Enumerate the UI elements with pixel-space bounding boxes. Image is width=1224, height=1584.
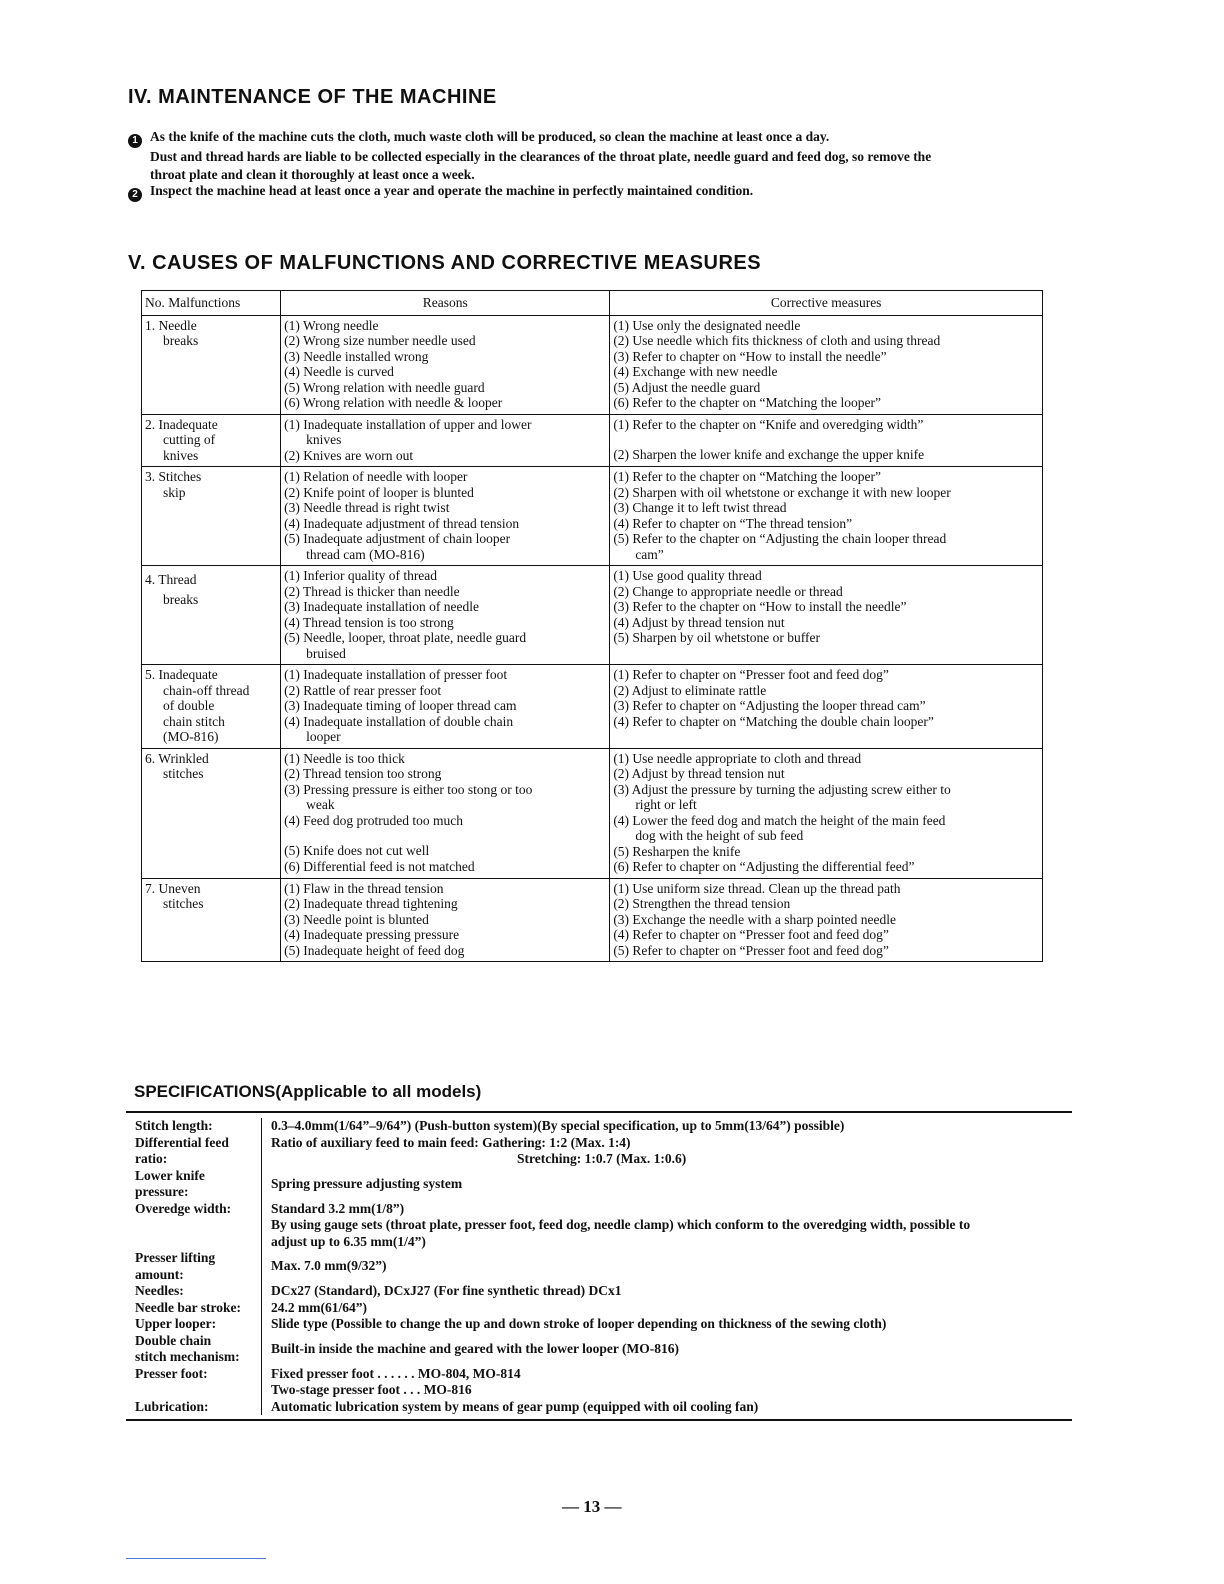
malfunction-line: stitches — [163, 896, 204, 911]
spec-value-line: Built-in inside the machine and geared with the lower looper (MO-816) — [271, 1340, 679, 1356]
page-number: — 13 — — [562, 1497, 622, 1516]
spec-value-line: By using gauge sets (throat plate, presser foot, feed dog, needle clamp) which conform to the overedging width, possible to — [271, 1217, 971, 1232]
malfunction-cell — [142, 566, 281, 665]
malfunction-line: 6. Wrinkled — [145, 750, 209, 766]
maintenance-line: As the knife of the machine cuts the cloth, much waste cloth will be produced, so clean the machine at least once a day. — [150, 129, 830, 144]
specifications-title: SPECIFICATIONS(Applicable to all models) — [134, 1082, 482, 1101]
reason-line: (4) Needle is curved — [284, 364, 394, 379]
spec-value-line: DCx27 (Standard), DCxJ27 (For fine synthetic thread) DCx1 — [271, 1283, 622, 1298]
malfunction-line: 1. Needle — [145, 317, 197, 333]
malfunction-line: (MO-816) — [163, 729, 219, 744]
spec-value — [262, 1118, 1072, 1135]
spec-label-line: pressure: — [135, 1184, 189, 1199]
spec-value-line: Slide type (Possible to change the up and down stroke of looper depending on thickness of the sewing cloth) — [271, 1316, 887, 1331]
malfunction-line: stitches — [163, 766, 204, 781]
number-2-icon: 2 — [128, 188, 142, 202]
table-row — [142, 315, 1043, 414]
spec-value-line: 0.3–4.0mm(1/64”–9/64”) (Push-button system)(By special specification, up to 5mm(13/64”) possible) — [271, 1118, 845, 1133]
spec-row-needle-bar-stroke — [126, 1300, 1072, 1317]
malfunction-cell — [142, 467, 281, 566]
spec-row-upper-looper — [126, 1316, 1072, 1333]
spec-value-line: Two-stage presser foot . . . MO-816 — [271, 1382, 472, 1397]
measure-line: (6) Refer to the chapter on “Matching the looper” — [613, 395, 881, 410]
header-malfunctions: No. Malfunctions — [142, 291, 281, 316]
spec-value-line: Standard 3.2 mm(1/8”) — [271, 1200, 405, 1216]
maintenance-item-1 — [128, 128, 1088, 183]
spec-row-presser-lifting — [126, 1250, 1072, 1283]
maintenance-item-2 — [128, 182, 1088, 202]
measure-line: (4) Refer to chapter on “The thread tension” — [613, 515, 853, 531]
reason-line: (4) Thread tension is too strong — [284, 614, 454, 630]
measures-cell — [610, 748, 1043, 878]
reason-line: (5) Inadequate height of feed dog — [284, 942, 465, 958]
malfunction-line: chain-off thread — [163, 682, 250, 698]
reason-line: (4) Inadequate pressing pressure — [284, 927, 460, 942]
reason-line: (1) Inferior quality of thread — [284, 568, 438, 583]
reason-line: (3) Needle point is blunted — [284, 911, 429, 927]
table-header-row — [142, 291, 1043, 316]
reasons-cell — [281, 414, 610, 467]
measure-line: (1) Use good quality thread — [613, 568, 762, 583]
spec-label — [126, 1366, 262, 1399]
measure-line: (2) Sharpen with oil whetstone or exchange it with new looper — [613, 484, 951, 500]
reason-line: (6) Differential feed is not matched — [284, 858, 475, 874]
reason-line: thread cam (MO-816) — [306, 546, 425, 562]
measures-cell — [610, 878, 1043, 962]
reasons-cell — [281, 467, 610, 566]
measure-line: cam” — [635, 546, 664, 562]
malfunction-line: 5. Inadequate — [145, 667, 218, 682]
reason-line: (2) Thread is thicker than needle — [284, 583, 460, 599]
reason-line: (3) Inadequate installation of needle — [284, 599, 480, 614]
reason-line: (2) Knife point of looper is blunted — [284, 484, 474, 500]
table-row — [142, 748, 1043, 878]
malfunction-cell — [142, 878, 281, 962]
spec-row-stitch-length — [126, 1118, 1072, 1135]
measure-line: (2) Change to appropriate needle or thread — [613, 583, 843, 599]
spec-label-line: amount: — [135, 1266, 184, 1282]
malfunction-cell — [142, 414, 281, 467]
reason-line: (1) Inadequate installation of presser foot — [284, 667, 508, 682]
spec-value — [262, 1250, 1072, 1283]
reasons-cell — [281, 878, 610, 962]
measure-line: (1) Use uniform size thread. Clean up the thread path — [613, 880, 901, 896]
spec-label-line: Differential feed — [135, 1134, 229, 1150]
table-row — [142, 414, 1043, 467]
reason-line: (5) Wrong relation with needle guard — [284, 379, 485, 395]
malfunction-line: 7. Uneven — [145, 880, 201, 896]
measure-line: (3) Refer to the chapter on “How to install the needle” — [613, 599, 907, 614]
table-row — [142, 665, 1043, 749]
reason-line: knives — [306, 432, 342, 447]
spec-label-line: Stitch length: — [135, 1118, 213, 1133]
reasons-cell — [281, 748, 610, 878]
measure-line: (5) Refer to the chapter on “Adjusting the chain looper thread — [613, 531, 947, 546]
measure-line: (1) Use needle appropriate to cloth and thread — [613, 750, 862, 766]
spec-value-line: Max. 7.0 mm(9/32”) — [271, 1258, 387, 1274]
spec-label-line: Lubrication: — [135, 1398, 209, 1414]
spec-label-line: Upper looper: — [135, 1316, 217, 1331]
header-measures: Corrective measures — [610, 291, 1043, 316]
measure-line: (3) Refer to chapter on “How to install the needle” — [613, 348, 887, 364]
maintenance-line: throat plate and clean it thoroughly at least once a week. — [150, 166, 475, 182]
measure-line: (5) Refer to chapter on “Presser foot and feed dog” — [613, 942, 889, 958]
reason-line: (4) Inadequate adjustment of thread tension — [284, 515, 520, 531]
reason-line: (3) Needle installed wrong — [284, 348, 429, 364]
reason-line: looper — [306, 729, 341, 744]
measures-cell — [610, 315, 1043, 414]
spec-label — [126, 1333, 262, 1366]
spec-label — [126, 1283, 262, 1300]
measure-line: (1) Refer to chapter on “Presser foot and feed dog” — [613, 667, 889, 682]
measure-line: (2) Adjust to eliminate rattle — [613, 682, 767, 698]
table-row — [142, 878, 1043, 962]
spec-value-line: Stretching: 1:0.7 (Max. 1:0.6) — [517, 1151, 687, 1166]
malfunction-line: skip — [163, 484, 186, 500]
malfunction-line: breaks — [163, 591, 199, 607]
spec-label — [126, 1118, 262, 1135]
measure-line: (2) Use needle which fits thickness of cloth and using thread — [613, 333, 941, 348]
malfunctions-table — [141, 290, 1043, 962]
spec-label — [126, 1300, 262, 1317]
spec-value-line: Automatic lubrication system by means of gear pump (equipped with oil cooling fan) — [271, 1398, 759, 1414]
measure-line: (4) Refer to chapter on “Presser foot and feed dog” — [613, 927, 889, 942]
reasons-cell — [281, 315, 610, 414]
measure-line: (3) Exchange the needle with a sharp pointed needle — [613, 911, 896, 927]
spec-row-overedge-width — [126, 1201, 1072, 1251]
spec-value — [262, 1366, 1072, 1399]
malfunction-line: knives — [163, 447, 199, 463]
maintenance-title: IV. MAINTENANCE OF THE MACHINE — [128, 86, 497, 108]
reason-line: (1) Needle is too thick — [284, 750, 405, 766]
reason-line: (4) Feed dog protruded too much — [284, 812, 463, 828]
malfunction-cell — [142, 748, 281, 878]
malfunction-line: 3. Stitches — [145, 469, 202, 484]
header-reasons: Reasons — [281, 291, 610, 316]
spec-value — [262, 1399, 1072, 1416]
spec-label-line: ratio: — [135, 1151, 168, 1166]
malfunction-line: cutting of — [163, 432, 216, 447]
reason-line: (6) Wrong relation with needle & looper — [284, 395, 503, 410]
specifications-table — [126, 1111, 1072, 1421]
reason-line: (3) Needle thread is right twist — [284, 500, 450, 515]
measure-line: (3) Adjust the pressure by turning the adjusting screw either to — [613, 781, 951, 797]
measures-cell — [610, 414, 1043, 467]
spec-row-lubrication — [126, 1399, 1072, 1416]
measure-line: right or left — [635, 797, 697, 812]
measure-line: (1) Use only the designated needle — [613, 317, 801, 333]
measure-line: (3) Change it to left twist thread — [613, 500, 787, 515]
reason-line: (5) Needle, looper, throat plate, needle guard — [284, 630, 527, 645]
spec-row-needles — [126, 1283, 1072, 1300]
table-row — [142, 467, 1043, 566]
spec-value — [262, 1201, 1072, 1251]
measure-line: (5) Resharpen the knife — [613, 843, 741, 859]
spec-value — [262, 1135, 1072, 1168]
measure-line: (5) Sharpen by oil whetstone or buffer — [613, 630, 821, 645]
measure-line: (2) Adjust by thread tension nut — [613, 766, 785, 781]
measures-cell — [610, 467, 1043, 566]
spec-label — [126, 1201, 262, 1251]
malfunction-cell — [142, 315, 281, 414]
reason-line: weak — [306, 797, 335, 812]
spec-value-line: Ratio of auxiliary feed to main feed: Gathering: 1:2 (Max. 1:4) — [271, 1134, 631, 1150]
measure-line: (5) Adjust the needle guard — [613, 379, 761, 395]
spec-value-line: 24.2 mm(61/64”) — [271, 1299, 367, 1315]
reason-line: (2) Rattle of rear presser foot — [284, 682, 442, 698]
reason-line: (1) Flaw in the thread tension — [284, 880, 444, 896]
spec-label-line: Presser lifting — [135, 1250, 216, 1265]
reason-line: (2) Thread tension too strong — [284, 766, 442, 781]
reason-line: (3) Inadequate timing of looper thread cam — [284, 698, 517, 713]
reasons-cell — [281, 665, 610, 749]
measure-line: (4) Adjust by thread tension nut — [613, 614, 785, 630]
number-1-icon: 1 — [128, 134, 142, 148]
spec-value — [262, 1300, 1072, 1317]
measures-cell — [610, 566, 1043, 665]
measure-line: (2) Sharpen the lower knife and exchange the upper knife — [613, 447, 925, 462]
measures-cell — [610, 665, 1043, 749]
measure-line: (3) Refer to chapter on “Adjusting the looper thread cam” — [613, 698, 926, 713]
spec-label — [126, 1399, 262, 1416]
spec-value-line: Spring pressure adjusting system — [271, 1175, 463, 1191]
measure-line: (6) Refer to chapter on “Adjusting the differential feed” — [613, 859, 915, 874]
spec-value-line: Fixed presser foot . . . . . . MO-804, MO-814 — [271, 1365, 521, 1381]
reason-line: (1) Wrong needle — [284, 317, 379, 333]
spec-label-line: Needle bar stroke: — [135, 1299, 241, 1315]
measure-line: (1) Refer to the chapter on “Matching the looper” — [613, 469, 881, 484]
spec-label — [126, 1250, 262, 1283]
spec-label — [126, 1168, 262, 1201]
maintenance-line: Dust and thread hards are liable to be collected especially in the clearances of the throat plate, needle guard and feed dog, so remove the — [150, 149, 932, 164]
reason-line: (5) Knife does not cut well — [284, 843, 430, 858]
reason-line: (5) Inadequate adjustment of chain looper — [284, 531, 511, 546]
causes-title: V. CAUSES OF MALFUNCTIONS AND CORRECTIVE MEASURES — [128, 252, 762, 274]
spec-label-line: Double chain — [135, 1332, 212, 1348]
spec-label-line: Overedge width: — [135, 1200, 232, 1216]
spec-label-line: Lower knife — [135, 1167, 205, 1183]
reason-line: (1) Inadequate installation of upper and lower — [284, 416, 532, 432]
malfunction-line: breaks — [163, 333, 199, 348]
spec-row-differential-feed — [126, 1135, 1072, 1168]
measure-line: (2) Strengthen the thread tension — [613, 896, 791, 911]
spec-row-lower-knife — [126, 1168, 1072, 1201]
spec-value — [262, 1168, 1072, 1201]
reason-line: (4) Inadequate installation of double chain — [284, 713, 514, 729]
spec-value — [262, 1283, 1072, 1300]
malfunction-line: of double — [163, 698, 215, 713]
spec-label-line: stitch mechanism: — [135, 1349, 240, 1364]
spec-label — [126, 1135, 262, 1168]
reason-line: (2) Knives are worn out — [284, 447, 414, 463]
measure-line: (4) Lower the feed dog and match the height of the main feed — [613, 812, 946, 828]
spec-value — [262, 1316, 1072, 1333]
reason-line: (3) Pressing pressure is either too stong or too — [284, 781, 533, 797]
measure-line: (1) Refer to the chapter on “Knife and overedging width” — [613, 416, 924, 432]
malfunction-cell — [142, 665, 281, 749]
spec-label-line: Needles: — [135, 1283, 184, 1298]
measure-line: (4) Exchange with new needle — [613, 364, 778, 379]
reason-line: (2) Wrong size number needle used — [284, 333, 476, 348]
reason-line: (2) Inadequate thread tightening — [284, 896, 458, 911]
spec-label-line: Presser foot: — [135, 1365, 208, 1381]
malfunction-line: 4. Thread — [145, 572, 197, 587]
spec-row-double-chain — [126, 1333, 1072, 1366]
measure-line: (4) Refer to chapter on “Matching the double chain looper” — [613, 713, 934, 729]
spec-value-line: adjust up to 6.35 mm(1/4”) — [271, 1233, 426, 1249]
maintenance-line: Inspect the machine head at least once a year and operate the machine in perfectly maintained condition. — [150, 183, 754, 198]
reason-line: bruised — [306, 645, 346, 661]
malfunction-line: chain stitch — [163, 713, 225, 729]
footer-divider — [126, 1558, 266, 1559]
spec-value — [262, 1333, 1072, 1366]
reasons-cell — [281, 566, 610, 665]
malfunction-line: 2. Inadequate — [145, 416, 218, 432]
reason-line: (1) Relation of needle with looper — [284, 469, 468, 484]
spec-label — [126, 1316, 262, 1333]
spec-row-presser-foot — [126, 1366, 1072, 1399]
table-row — [142, 566, 1043, 665]
measure-line: dog with the height of sub feed — [635, 828, 804, 843]
